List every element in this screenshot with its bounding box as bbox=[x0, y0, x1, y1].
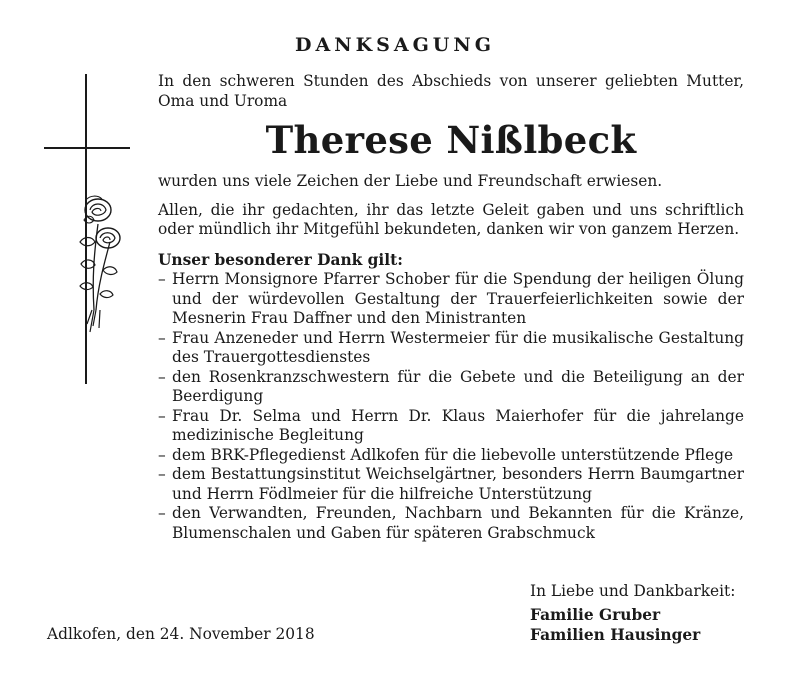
list-item bbox=[158, 329, 744, 368]
notice-title: DANKSAGUNG bbox=[295, 34, 495, 56]
special-thanks-heading: Unser besonderer Dank gilt: bbox=[158, 250, 403, 269]
received-text: wurden uns viele Zeichen der Liebe und Freundschaft erwiesen. bbox=[158, 172, 663, 190]
list-item-text: Frau Anzeneder und Herrn Westermeier für die musikalische Gestaltung des Trauergottesdienstes bbox=[172, 328, 744, 366]
list-item-text: den Verwandten, Freunden, Nachbarn und Bekannten für die Kränze, Blumenschalen und Gaben für späteren Grabschmuck bbox=[172, 504, 744, 542]
dash-marker: – bbox=[158, 406, 166, 425]
thanks-list bbox=[158, 270, 744, 543]
list-item-text: Frau Dr. Selma und Herrn Dr. Klaus Maierhofer für die jahrelange medizinische Begleitung bbox=[172, 406, 744, 444]
list-item bbox=[158, 504, 744, 543]
dash-marker: – bbox=[158, 367, 166, 386]
list-item bbox=[158, 407, 744, 446]
dash-marker: – bbox=[158, 328, 166, 347]
signature-family-1: Familie Gruber bbox=[530, 606, 661, 624]
dash-marker: – bbox=[158, 504, 166, 522]
signatures bbox=[530, 606, 700, 645]
signature-family-2: Familien Hausinger bbox=[530, 625, 701, 644]
deceased-name: Therese Nißlbeck bbox=[265, 118, 637, 162]
list-item bbox=[158, 446, 744, 466]
notice-body bbox=[158, 72, 744, 543]
list-item-text: Herrn Monsignore Pfarrer Schober für die Spendung der heiligen Ölung und der würdevollen Gestaltung der Trauerfeierlichkeiten sowie der Mesnerin Frau Daffner und den Ministranten bbox=[172, 270, 744, 327]
intro-text: In den schweren Stunden des Abschieds von unserer geliebten Mutter, Oma und Uroma bbox=[158, 72, 744, 110]
closing-text: In Liebe und Dankbarkeit: bbox=[530, 582, 736, 600]
list-item-text: den Rosenkranzschwestern für die Gebete und die Beteiligung an der Beerdigung bbox=[172, 367, 744, 405]
list-item-text: dem BRK-Pflegedienst Adlkofen für die liebevolle unterstützende Pflege bbox=[172, 445, 734, 464]
place-date: Adlkofen, den 24. November 2018 bbox=[47, 625, 315, 643]
cross-with-roses-icon bbox=[40, 74, 140, 386]
dash-marker: – bbox=[158, 465, 166, 483]
list-item bbox=[158, 368, 744, 407]
list-item bbox=[158, 465, 744, 504]
list-item bbox=[158, 270, 744, 329]
dash-marker: – bbox=[158, 270, 166, 288]
dash-marker: – bbox=[158, 445, 166, 464]
list-item-text: dem Bestattungsinstitut Weichselgärtner, besonders Herrn Baumgartner und Herrn Födlmeier für die hilfreiche Unterstützung bbox=[172, 465, 744, 503]
thanks-all-text: Allen, die ihr gedachten, ihr das letzte Geleit gaben und uns schriftlich oder mündlich ihr Mitgefühl bekundeten, danken wir von ganzem Herzen. bbox=[158, 200, 744, 238]
